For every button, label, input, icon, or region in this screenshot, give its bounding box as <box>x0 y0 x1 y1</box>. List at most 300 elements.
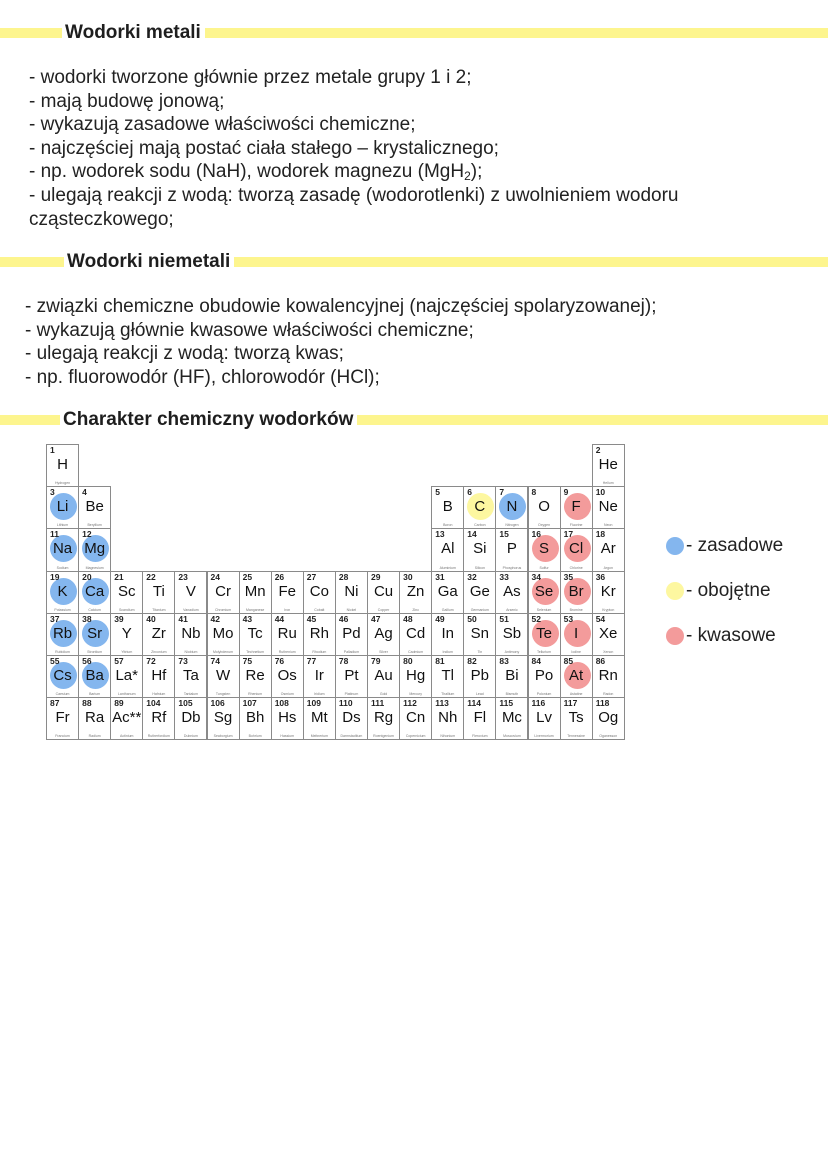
element-name: Tungsten <box>215 692 231 697</box>
element-cell <box>463 528 496 571</box>
element-symbol: Fr <box>55 709 70 727</box>
atomic-number: 56 <box>82 656 92 666</box>
element-cell <box>46 444 79 487</box>
example-suffix: ); <box>470 161 483 183</box>
element-cell <box>271 613 304 656</box>
element-cell <box>303 571 336 614</box>
element-cell <box>592 613 625 656</box>
atomic-number: 82 <box>467 656 477 666</box>
element-name: Magnesium <box>85 565 104 570</box>
element-symbol: Mg <box>84 540 106 558</box>
atomic-number: 86 <box>595 656 606 666</box>
element-cell <box>560 697 593 740</box>
element-name: Seaborgium <box>213 734 233 739</box>
atomic-number: 22 <box>146 571 156 582</box>
atomic-number: 111 <box>371 698 385 709</box>
element-symbol: V <box>185 582 196 600</box>
element-symbol: Nh <box>438 709 458 727</box>
atomic-number: 54 <box>595 613 606 624</box>
element-name: Yttrium <box>121 649 133 654</box>
atomic-number: 6 <box>467 487 473 498</box>
element-name: Sodium <box>56 565 69 570</box>
element-cell <box>142 697 175 740</box>
element-name: Darmstadtium <box>340 734 363 739</box>
element-cell <box>239 697 272 740</box>
atomic-number: 55 <box>50 656 60 666</box>
element-cell <box>495 613 528 656</box>
element-symbol: Os <box>277 667 297 684</box>
element-symbol: He <box>598 456 618 473</box>
atomic-number: 88 <box>82 698 92 709</box>
atomic-number: 108 <box>274 698 289 709</box>
element-name: Chromium <box>214 607 232 612</box>
element-symbol: Hf <box>151 667 167 684</box>
element-cell <box>592 697 625 740</box>
legend-dot-neutral <box>666 582 684 600</box>
atomic-number: 77 <box>306 656 317 666</box>
atomic-number: 4 <box>82 487 87 498</box>
atomic-number: 28 <box>338 571 349 582</box>
atomic-number: 117 <box>563 698 578 709</box>
text-line: - najczęściej mają postać ciała stałego – krystalicznego; <box>29 137 499 159</box>
element-symbol: Fe <box>278 582 296 600</box>
atomic-number: 40 <box>146 613 156 624</box>
element-cell <box>271 697 304 740</box>
text-line: - wykazują zasadowe właściwości chemiczne; <box>29 114 416 136</box>
element-symbol: As <box>503 582 521 600</box>
atomic-number: 113 <box>435 698 449 709</box>
atomic-number: 8 <box>531 487 537 498</box>
element-name: Titanium <box>152 607 166 612</box>
atomic-number: 110 <box>338 698 353 709</box>
element-cell <box>335 613 368 656</box>
element-symbol: Fl <box>473 709 487 727</box>
element-cell <box>110 571 143 614</box>
element-name: Boron <box>443 523 453 528</box>
atomic-number: 43 <box>242 613 253 624</box>
element-name: Oxygen <box>538 523 551 528</box>
element-name: Caesium <box>55 692 70 697</box>
atomic-number: 48 <box>403 613 413 624</box>
element-cell <box>528 613 561 656</box>
element-symbol: Ga <box>437 582 458 600</box>
text-line: - ulegają reakcji z wodą: tworzą kwas; <box>25 343 344 365</box>
element-symbol: Pt <box>344 667 359 684</box>
atomic-number: 33 <box>499 571 509 582</box>
atomic-number: 37 <box>50 613 60 624</box>
atomic-number: 105 <box>178 698 193 709</box>
atomic-number: 25 <box>242 571 253 582</box>
element-name: Platinum <box>344 692 359 697</box>
element-name: Zinc <box>412 607 419 612</box>
element-name: Lithium <box>56 523 69 528</box>
element-cell <box>303 655 336 698</box>
element-name: Silver <box>379 649 388 654</box>
element-symbol: Ti <box>152 582 165 600</box>
element-symbol: Al <box>441 540 455 558</box>
element-cell <box>174 613 207 656</box>
element-symbol: Xe <box>599 624 618 642</box>
element-cell <box>495 571 528 614</box>
element-cell <box>271 655 304 698</box>
atomic-number: 115 <box>499 698 514 709</box>
element-name: Thallium <box>441 692 455 697</box>
element-cell <box>495 655 528 698</box>
element-name: Potassium <box>54 607 71 612</box>
atomic-number: 104 <box>146 698 161 709</box>
element-cell <box>46 655 79 698</box>
element-symbol: Bh <box>245 709 265 727</box>
atomic-number: 12 <box>82 529 92 540</box>
atomic-number: 109 <box>306 698 321 709</box>
element-name: Iron <box>284 607 291 612</box>
element-cell <box>528 655 561 698</box>
element-symbol: Be <box>85 498 104 516</box>
atomic-number: 14 <box>467 529 477 540</box>
element-symbol: Zn <box>406 582 425 600</box>
element-name: Cadmium <box>408 649 424 654</box>
element-cell <box>78 528 111 571</box>
atomic-number: 19 <box>50 571 60 582</box>
atomic-number: 16 <box>531 529 541 540</box>
element-cell <box>592 444 625 487</box>
element-name: Rutherfordium <box>147 734 170 739</box>
atomic-number: 106 <box>210 698 225 709</box>
element-name: Iridium <box>314 692 325 697</box>
legend-label: - zasadowe <box>686 535 784 556</box>
element-name: Carbon <box>474 523 486 528</box>
atomic-number: 44 <box>274 613 285 624</box>
legend-label: - obojętne <box>686 580 771 601</box>
element-symbol: Ne <box>598 498 618 516</box>
element-cell <box>110 613 143 656</box>
element-symbol: Mt <box>311 709 328 727</box>
element-name: Meitnerium <box>310 734 328 739</box>
element-symbol: Kr <box>600 582 616 600</box>
atomic-number: 9 <box>563 487 569 498</box>
element-symbol: Li <box>56 498 69 516</box>
element-cell <box>46 486 79 529</box>
atomic-number: 83 <box>499 656 509 666</box>
element-symbol: Ni <box>344 582 359 600</box>
element-cell <box>142 613 175 656</box>
element-symbol: Mo <box>212 624 234 642</box>
element-symbol: F <box>571 498 581 516</box>
element-symbol: Ta <box>183 667 199 684</box>
element-cell <box>207 613 240 656</box>
element-name: Tellurium <box>537 649 552 654</box>
element-name: Cobalt <box>314 607 325 612</box>
element-cell <box>528 571 561 614</box>
element-cell <box>592 486 625 529</box>
atomic-number: 112 <box>403 698 417 709</box>
element-symbol: Sb <box>502 624 522 642</box>
element-cell <box>463 571 496 614</box>
element-cell <box>78 613 111 656</box>
element-cell <box>495 528 528 571</box>
atomic-number: 114 <box>467 698 482 709</box>
element-symbol: Ts <box>568 709 584 727</box>
element-cell <box>560 528 593 571</box>
element-name: Gold <box>379 692 388 697</box>
element-name: Fluorine <box>569 523 583 528</box>
element-cell <box>239 613 272 656</box>
element-cell <box>560 613 593 656</box>
element-cell <box>367 613 400 656</box>
element-symbol: Rg <box>373 709 394 727</box>
element-cell <box>367 655 400 698</box>
element-cell <box>335 655 368 698</box>
text-line: cząsteczkowego; <box>29 208 174 230</box>
element-cell <box>592 655 625 698</box>
element-name: Nihonium <box>440 734 456 739</box>
element-name: Rubidium <box>55 649 70 654</box>
atomic-number: 80 <box>403 656 413 666</box>
element-cell <box>142 655 175 698</box>
element-cell <box>399 571 432 614</box>
element-name: Lead <box>475 692 484 697</box>
element-name: Sulfur <box>539 565 549 570</box>
text-line: - mają budowę jonową; <box>29 90 225 112</box>
element-symbol: Ds <box>342 709 361 727</box>
atomic-number: 78 <box>338 656 349 666</box>
element-cell <box>78 486 111 529</box>
element-cell <box>528 486 561 529</box>
element-name: Gallium <box>441 607 454 612</box>
atomic-number: 41 <box>178 613 188 624</box>
text-line: - wykazują głównie kwasowe właściwości chemiczne; <box>25 319 474 341</box>
atomic-number: 50 <box>467 613 477 624</box>
element-symbol: P <box>506 540 517 558</box>
element-cell <box>560 571 593 614</box>
element-symbol: Se <box>534 582 554 600</box>
element-cell <box>399 697 432 740</box>
element-symbol: Br <box>568 582 584 600</box>
element-name: Tantalum <box>183 692 199 697</box>
element-symbol: Sr <box>87 624 103 642</box>
atomic-number: 85 <box>563 656 574 666</box>
element-cell <box>78 571 111 614</box>
atomic-number: 81 <box>435 656 445 666</box>
element-name: Antimony <box>504 649 520 654</box>
element-name: Polonium <box>536 692 552 697</box>
atomic-number: 36 <box>595 571 606 582</box>
element-cell <box>399 655 432 698</box>
legend-dot-acidic <box>666 627 684 645</box>
atomic-number: 26 <box>274 571 285 582</box>
atomic-number: 5 <box>435 487 440 498</box>
element-symbol: Hg <box>406 667 426 684</box>
element-symbol: Ra <box>85 709 105 727</box>
element-symbol: Ca <box>85 582 105 600</box>
element-cell <box>46 571 79 614</box>
element-cell <box>207 697 240 740</box>
element-name: Roentgenium <box>373 734 394 739</box>
element-name: Strontium <box>87 649 103 654</box>
element-name: Phosphorus <box>502 565 522 570</box>
atomic-number: 47 <box>371 613 381 624</box>
element-cell <box>303 613 336 656</box>
element-name: Tin <box>477 649 483 654</box>
element-symbol: Co <box>309 582 329 600</box>
element-symbol: Au <box>374 667 393 684</box>
element-name: Chlorine <box>569 565 583 570</box>
atomic-number: 23 <box>178 571 188 582</box>
element-name: Nitrogen <box>505 523 519 528</box>
element-cell <box>271 571 304 614</box>
atomic-number: 45 <box>306 613 317 624</box>
element-symbol: Rb <box>52 624 73 642</box>
atomic-number: 24 <box>210 571 220 582</box>
element-cell <box>560 486 593 529</box>
element-symbol: Zr <box>151 624 166 642</box>
element-name: Calcium <box>88 607 101 612</box>
text-line-example <box>29 160 819 184</box>
element-name: Bohrium <box>248 734 262 739</box>
atomic-number: 107 <box>242 698 257 709</box>
atomic-number: 49 <box>435 613 445 624</box>
element-symbol: Ir <box>314 667 324 684</box>
element-symbol: Mc <box>501 709 522 727</box>
element-symbol: Y <box>121 624 132 642</box>
element-cell <box>207 655 240 698</box>
atomic-number: 2 <box>595 445 601 455</box>
element-name: Livermorium <box>534 734 554 739</box>
element-cell <box>335 697 368 740</box>
element-cell <box>592 528 625 571</box>
atomic-number: 11 <box>50 529 59 540</box>
element-symbol: Tl <box>441 667 454 684</box>
element-symbol: Ru <box>277 624 297 642</box>
element-symbol: Sn <box>470 624 490 642</box>
atomic-number: 52 <box>531 613 541 624</box>
element-name: Copernicium <box>405 734 426 739</box>
text-line: - ulegają reakcji z wodą: tworzą zasadę (wodorotlenki) z uwolnieniem wodoru <box>29 184 679 206</box>
element-symbol: Ba <box>85 667 104 684</box>
atomic-number: 75 <box>242 656 253 666</box>
element-name: Astatine <box>569 692 583 697</box>
element-cell <box>399 613 432 656</box>
element-name: Oganesson <box>599 734 618 739</box>
atomic-number: 53 <box>563 613 574 624</box>
legend-dot-basic <box>666 537 684 555</box>
element-symbol: Mn <box>244 582 266 600</box>
element-cell <box>463 655 496 698</box>
element-cell <box>528 528 561 571</box>
atomic-number: 31 <box>435 571 445 582</box>
element-name: Iodine <box>571 649 581 654</box>
element-symbol: S <box>539 540 550 558</box>
element-symbol: At <box>569 667 584 684</box>
element-name: Molybdenum <box>213 649 234 654</box>
element-symbol: Sc <box>117 582 136 600</box>
atomic-number: 7 <box>499 487 505 498</box>
element-name: Flerovium <box>472 734 488 739</box>
element-cell <box>142 571 175 614</box>
atomic-number: 89 <box>114 698 124 709</box>
element-name: Mercury <box>409 692 422 697</box>
element-name: Tennessine <box>567 734 585 739</box>
element-symbol: Pd <box>342 624 361 642</box>
element-name: Copper <box>377 607 390 612</box>
element-symbol: Og <box>598 709 619 727</box>
element-symbol: Nb <box>181 624 201 642</box>
element-name: Krypton <box>602 607 615 612</box>
element-name: Ruthenium <box>278 649 296 654</box>
atomic-number: 72 <box>146 656 156 666</box>
atomic-number: 118 <box>595 698 610 709</box>
element-name: Argon <box>603 565 613 570</box>
atomic-number: 17 <box>563 529 574 540</box>
element-symbol: Ag <box>374 624 393 642</box>
element-name: Osmium <box>280 692 294 697</box>
element-cell <box>367 571 400 614</box>
element-cell <box>431 528 464 571</box>
element-symbol: Bi <box>505 667 519 684</box>
element-name: Indium <box>442 649 453 654</box>
element-symbol: Tc <box>247 624 263 642</box>
element-name: Xenon <box>603 649 614 654</box>
element-symbol: Ac** <box>112 709 142 727</box>
element-cell <box>110 655 143 698</box>
element-name: Manganese <box>245 607 265 612</box>
element-symbol: B <box>442 498 453 516</box>
element-cell <box>463 613 496 656</box>
element-cell <box>592 571 625 614</box>
element-symbol: Re <box>245 667 265 684</box>
element-name: Selenium <box>536 607 552 612</box>
element-name: Barium <box>89 692 101 697</box>
element-name: Nickel <box>346 607 357 612</box>
element-symbol: Hs <box>278 709 297 727</box>
section-body-metal-hydrides <box>29 66 819 231</box>
section-title-hydride-character: Charakter chemiczny wodorków <box>60 409 357 431</box>
element-symbol: Cs <box>53 667 72 684</box>
element-symbol: Sg <box>213 709 233 727</box>
element-name: Arsenic <box>506 607 518 612</box>
element-symbol: Na <box>52 540 73 558</box>
element-name: Rhodium <box>312 649 327 654</box>
element-name: Bismuth <box>505 692 519 697</box>
element-cell <box>431 571 464 614</box>
element-symbol: La* <box>115 667 138 684</box>
element-symbol: Rh <box>309 624 329 642</box>
element-name: Beryllium <box>87 523 102 528</box>
element-name: Germanium <box>470 607 489 612</box>
element-symbol: In <box>441 624 454 642</box>
atomic-number: 76 <box>274 656 285 666</box>
element-cell <box>110 697 143 740</box>
atomic-number: 74 <box>210 656 220 666</box>
text-line: - wodorki tworzone głównie przez metale grupy 1 i 2; <box>29 67 472 88</box>
element-name: Moscovium <box>503 734 521 739</box>
element-name: Lanthanum <box>117 692 136 697</box>
element-symbol: Cu <box>373 582 394 600</box>
element-name: Neon <box>604 523 613 528</box>
element-symbol: Ge <box>469 582 490 600</box>
element-cell <box>431 486 464 529</box>
element-name: Bromine <box>569 607 583 612</box>
element-cell <box>78 655 111 698</box>
element-cell <box>431 697 464 740</box>
atomic-number: 42 <box>210 613 220 624</box>
atomic-number: 39 <box>114 613 124 624</box>
element-cell <box>528 697 561 740</box>
element-name: Radon <box>603 692 614 697</box>
element-name: Rhenium <box>248 692 263 697</box>
element-symbol: Te <box>536 624 552 642</box>
element-cell <box>335 571 368 614</box>
